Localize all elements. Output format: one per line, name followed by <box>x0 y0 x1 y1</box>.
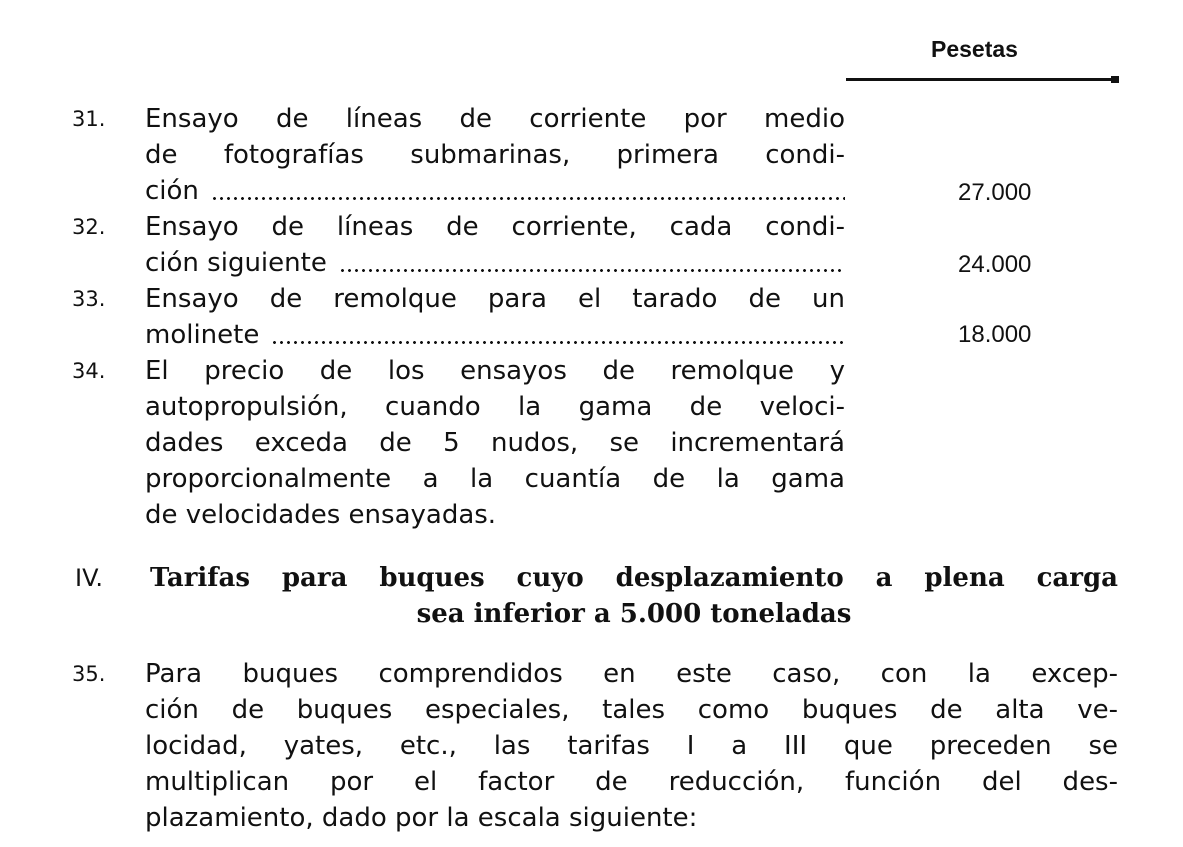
item-number-32: 32. <box>72 215 106 239</box>
item-text-35 <box>145 656 1118 836</box>
item-33-line-2: molinete <box>145 320 260 350</box>
item-31-line-1: Ensayo de líneas de corriente por medio <box>145 104 845 134</box>
item-35-line-5: plazamiento, dado por la escala siguiente: <box>145 803 698 833</box>
currency-column-header: Pesetas <box>931 36 1018 62</box>
item-35-line-2: ción de buques especiales, tales como buques de alta ve- <box>145 695 1118 725</box>
item-34-line-4: proporcionalmente a la cuantía de la gama <box>145 464 845 494</box>
item-34-line-1: El precio de los ensayos de remolque y <box>145 356 845 386</box>
item-text-34 <box>145 353 845 533</box>
item-31-line-3: ción <box>145 176 199 206</box>
item-33-leader-line <box>145 317 845 353</box>
item-35-line-4: multiplican por el factor de reducción, función del des- <box>145 767 1118 797</box>
item-number-33: 33. <box>72 287 106 311</box>
dot-leader <box>339 269 845 272</box>
dot-leader <box>211 197 845 200</box>
item-text-32 <box>145 209 845 281</box>
section-title-line-2: sea inferior a 5.000 toneladas <box>416 599 852 629</box>
header-rule <box>846 78 1118 81</box>
dot-leader <box>271 341 845 344</box>
item-text-33 <box>145 281 845 353</box>
item-33-line-1: Ensayo de remolque para el tarado de un <box>145 284 845 314</box>
item-34-line-5: de velocidades ensayadas. <box>145 500 497 530</box>
item-price-32: 24.000 <box>958 251 1032 278</box>
item-31-leader-line <box>145 173 845 209</box>
item-price-31: 27.000 <box>958 179 1032 206</box>
section-number: IV. <box>75 564 104 592</box>
item-number-35: 35. <box>72 662 106 686</box>
item-35-line-1: Para buques comprendidos en este caso, con la excep- <box>145 659 1118 689</box>
item-price-33: 18.000 <box>958 321 1032 348</box>
item-32-line-2: ción siguiente <box>145 248 327 278</box>
header-rule-end <box>1111 76 1119 83</box>
item-text-31 <box>145 101 845 209</box>
item-32-leader-line <box>145 245 845 281</box>
item-number-31: 31. <box>72 107 106 131</box>
section-title-line-1: Tarifas para buques cuyo desplazamiento a plena carga <box>150 563 1118 593</box>
item-number-34: 34. <box>72 359 106 383</box>
item-31-line-2: de fotografías submarinas, primera condi- <box>145 140 845 170</box>
item-34-line-3: dades exceda de 5 nudos, se incrementará <box>145 428 845 458</box>
item-35-line-3: locidad, yates, etc., las tarifas I a III que preceden se <box>145 731 1118 761</box>
item-32-line-1: Ensayo de líneas de corriente, cada condi- <box>145 212 845 242</box>
section-title <box>150 560 1118 632</box>
item-34-line-2: autopropulsión, cuando la gama de veloci- <box>145 392 845 422</box>
